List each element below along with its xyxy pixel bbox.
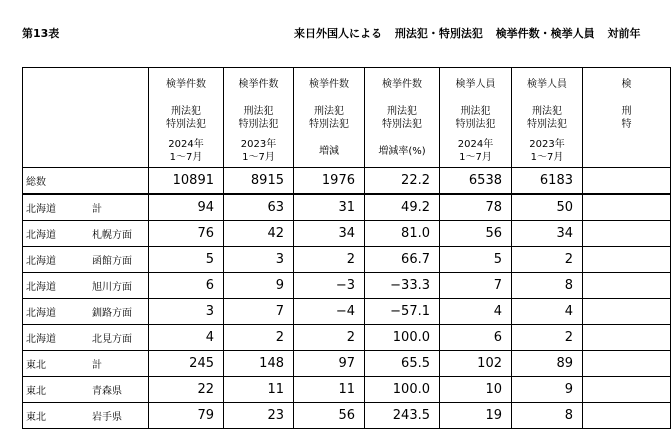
- value-cell: 65.5: [365, 351, 440, 377]
- value-cell: 66.7: [365, 247, 440, 273]
- table-row: [23, 299, 671, 325]
- value-cell: [583, 168, 671, 195]
- table-row: [23, 273, 671, 299]
- value-cell: 19: [440, 403, 512, 429]
- value-cell: 81.0: [365, 221, 440, 247]
- value-cell: 78: [440, 194, 512, 221]
- header-period-cell: [583, 135, 671, 168]
- header-period-cell: 2024年 1～7月: [440, 135, 512, 168]
- value-cell: −33.3: [365, 273, 440, 299]
- value-cell: 94: [149, 194, 224, 221]
- row-label-cell: [23, 403, 149, 429]
- subregion-label: 函館方面: [92, 256, 132, 267]
- header-measure-cell: 検挙件数: [294, 68, 365, 102]
- value-cell: 34: [294, 221, 365, 247]
- table-row: [23, 325, 671, 351]
- row-label-cell: [23, 194, 149, 221]
- header-category-cell: 刑法犯 特別法犯: [512, 101, 583, 135]
- table-row: [23, 403, 671, 429]
- header-category-cell: 刑法犯 特別法犯: [294, 101, 365, 135]
- value-cell: 5: [440, 247, 512, 273]
- subregion-label: 岩手県: [92, 412, 122, 423]
- row-label-cell: [23, 273, 149, 299]
- value-cell: 56: [294, 403, 365, 429]
- region-label: 北海道: [26, 230, 56, 241]
- total-row: [23, 168, 671, 195]
- value-cell: 100.0: [365, 325, 440, 351]
- subregion-label: 北見方面: [92, 334, 132, 345]
- statistics-table: [22, 67, 671, 429]
- value-cell: 42: [224, 221, 294, 247]
- header-category-cell: 刑 特: [583, 101, 671, 135]
- header-category-cell: 刑法犯 特別法犯: [149, 101, 224, 135]
- value-cell: 8: [512, 273, 583, 299]
- value-cell: 7: [224, 299, 294, 325]
- value-cell: 102: [440, 351, 512, 377]
- header-measure-cell: 検挙人員: [440, 68, 512, 102]
- header-measure-cell: 検挙人員: [512, 68, 583, 102]
- header-category-cell: 刑法犯 特別法犯: [224, 101, 294, 135]
- table-row: [23, 377, 671, 403]
- value-cell: 97: [294, 351, 365, 377]
- value-cell: 6538: [440, 168, 512, 195]
- header-measure-cell: 検挙件数: [149, 68, 224, 102]
- value-cell: 7: [440, 273, 512, 299]
- value-cell: 34: [512, 221, 583, 247]
- row-label-cell: [23, 351, 149, 377]
- header-category-cell: 刑法犯 特別法犯: [365, 101, 440, 135]
- region-label: 北海道: [26, 334, 56, 345]
- row-label-cell: [23, 247, 149, 273]
- region-label: 北海道: [26, 256, 56, 267]
- value-cell: 4: [440, 299, 512, 325]
- value-cell: 63: [224, 194, 294, 221]
- value-cell: 2: [512, 325, 583, 351]
- value-cell: 3: [224, 247, 294, 273]
- region-label: 北海道: [26, 308, 56, 319]
- statistics-sheet: [22, 67, 632, 423]
- value-cell: 2: [294, 325, 365, 351]
- value-cell: 49.2: [365, 194, 440, 221]
- value-cell: 148: [224, 351, 294, 377]
- value-cell: 2: [294, 247, 365, 273]
- value-cell: 11: [294, 377, 365, 403]
- value-cell: 10891: [149, 168, 224, 195]
- value-cell: 22.2: [365, 168, 440, 195]
- value-cell: 3: [149, 299, 224, 325]
- region-label: 東北: [26, 360, 46, 371]
- header-period-cell: 2024年 1～7月: [149, 135, 224, 168]
- value-cell: −57.1: [365, 299, 440, 325]
- value-cell: 8: [512, 403, 583, 429]
- region-label: 北海道: [26, 204, 56, 215]
- title-part: 検挙件数・検挙人員: [495, 27, 595, 40]
- value-cell: [583, 403, 671, 429]
- value-cell: 5: [149, 247, 224, 273]
- value-cell: 50: [512, 194, 583, 221]
- header-period-cell: 2023年 1～7月: [512, 135, 583, 168]
- row-label-cell: [23, 221, 149, 247]
- table-row: [23, 247, 671, 273]
- value-cell: 76: [149, 221, 224, 247]
- value-cell: 22: [149, 377, 224, 403]
- value-cell: 6: [440, 325, 512, 351]
- subregion-label: 札幌方面: [92, 230, 132, 241]
- value-cell: 31: [294, 194, 365, 221]
- region-label: 東北: [26, 386, 46, 397]
- title-part: 刑法犯・特別法犯: [394, 27, 483, 40]
- header-category-cell: 刑法犯 特別法犯: [440, 101, 512, 135]
- value-cell: 10: [440, 377, 512, 403]
- value-cell: 23: [224, 403, 294, 429]
- row-label-cell: [23, 168, 149, 195]
- subregion-label: 青森県: [92, 386, 122, 397]
- region-label: 総数: [26, 177, 46, 188]
- header-row-measure: [23, 68, 671, 102]
- table-row: [23, 194, 671, 221]
- row-label-cell: [23, 325, 149, 351]
- value-cell: 56: [440, 221, 512, 247]
- value-cell: 6183: [512, 168, 583, 195]
- subregion-label: 計: [92, 360, 102, 371]
- value-cell: [583, 377, 671, 403]
- table-row: [23, 351, 671, 377]
- title-part: 来日外国人による: [294, 27, 382, 40]
- subregion-label: 旭川方面: [92, 282, 132, 293]
- value-cell: 79: [149, 403, 224, 429]
- row-label-cell: [23, 377, 149, 403]
- table-body: [23, 68, 671, 429]
- value-cell: [583, 247, 671, 273]
- subregion-label: 釧路方面: [92, 308, 132, 319]
- row-label-cell: [23, 299, 149, 325]
- value-cell: 1976: [294, 168, 365, 195]
- header-measure-cell: 検: [583, 68, 671, 102]
- value-cell: [583, 325, 671, 351]
- document-title: [294, 25, 650, 41]
- value-cell: [583, 273, 671, 299]
- header-measure-cell: 検挙件数: [224, 68, 294, 102]
- region-label: 東北: [26, 412, 46, 423]
- value-cell: −4: [294, 299, 365, 325]
- value-cell: 4: [512, 299, 583, 325]
- header-corner-cell: [23, 68, 149, 168]
- title-part: 対前年: [607, 27, 641, 40]
- value-cell: [583, 221, 671, 247]
- value-cell: 9: [512, 377, 583, 403]
- header-period-cell: 増減率(%): [365, 135, 440, 168]
- value-cell: 2: [224, 325, 294, 351]
- value-cell: [583, 299, 671, 325]
- value-cell: 9: [224, 273, 294, 299]
- header-period-cell: 2023年 1～7月: [224, 135, 294, 168]
- value-cell: 245: [149, 351, 224, 377]
- region-label: 北海道: [26, 282, 56, 293]
- value-cell: [583, 351, 671, 377]
- value-cell: [583, 194, 671, 221]
- value-cell: −3: [294, 273, 365, 299]
- header-measure-cell: 検挙件数: [365, 68, 440, 102]
- value-cell: 243.5: [365, 403, 440, 429]
- value-cell: 11: [224, 377, 294, 403]
- value-cell: 4: [149, 325, 224, 351]
- value-cell: 89: [512, 351, 583, 377]
- table-row: [23, 221, 671, 247]
- value-cell: 100.0: [365, 377, 440, 403]
- value-cell: 6: [149, 273, 224, 299]
- value-cell: 2: [512, 247, 583, 273]
- value-cell: 8915: [224, 168, 294, 195]
- subregion-label: 計: [92, 204, 102, 215]
- header-period-cell: 増減: [294, 135, 365, 168]
- table-number: 第13表: [22, 27, 60, 40]
